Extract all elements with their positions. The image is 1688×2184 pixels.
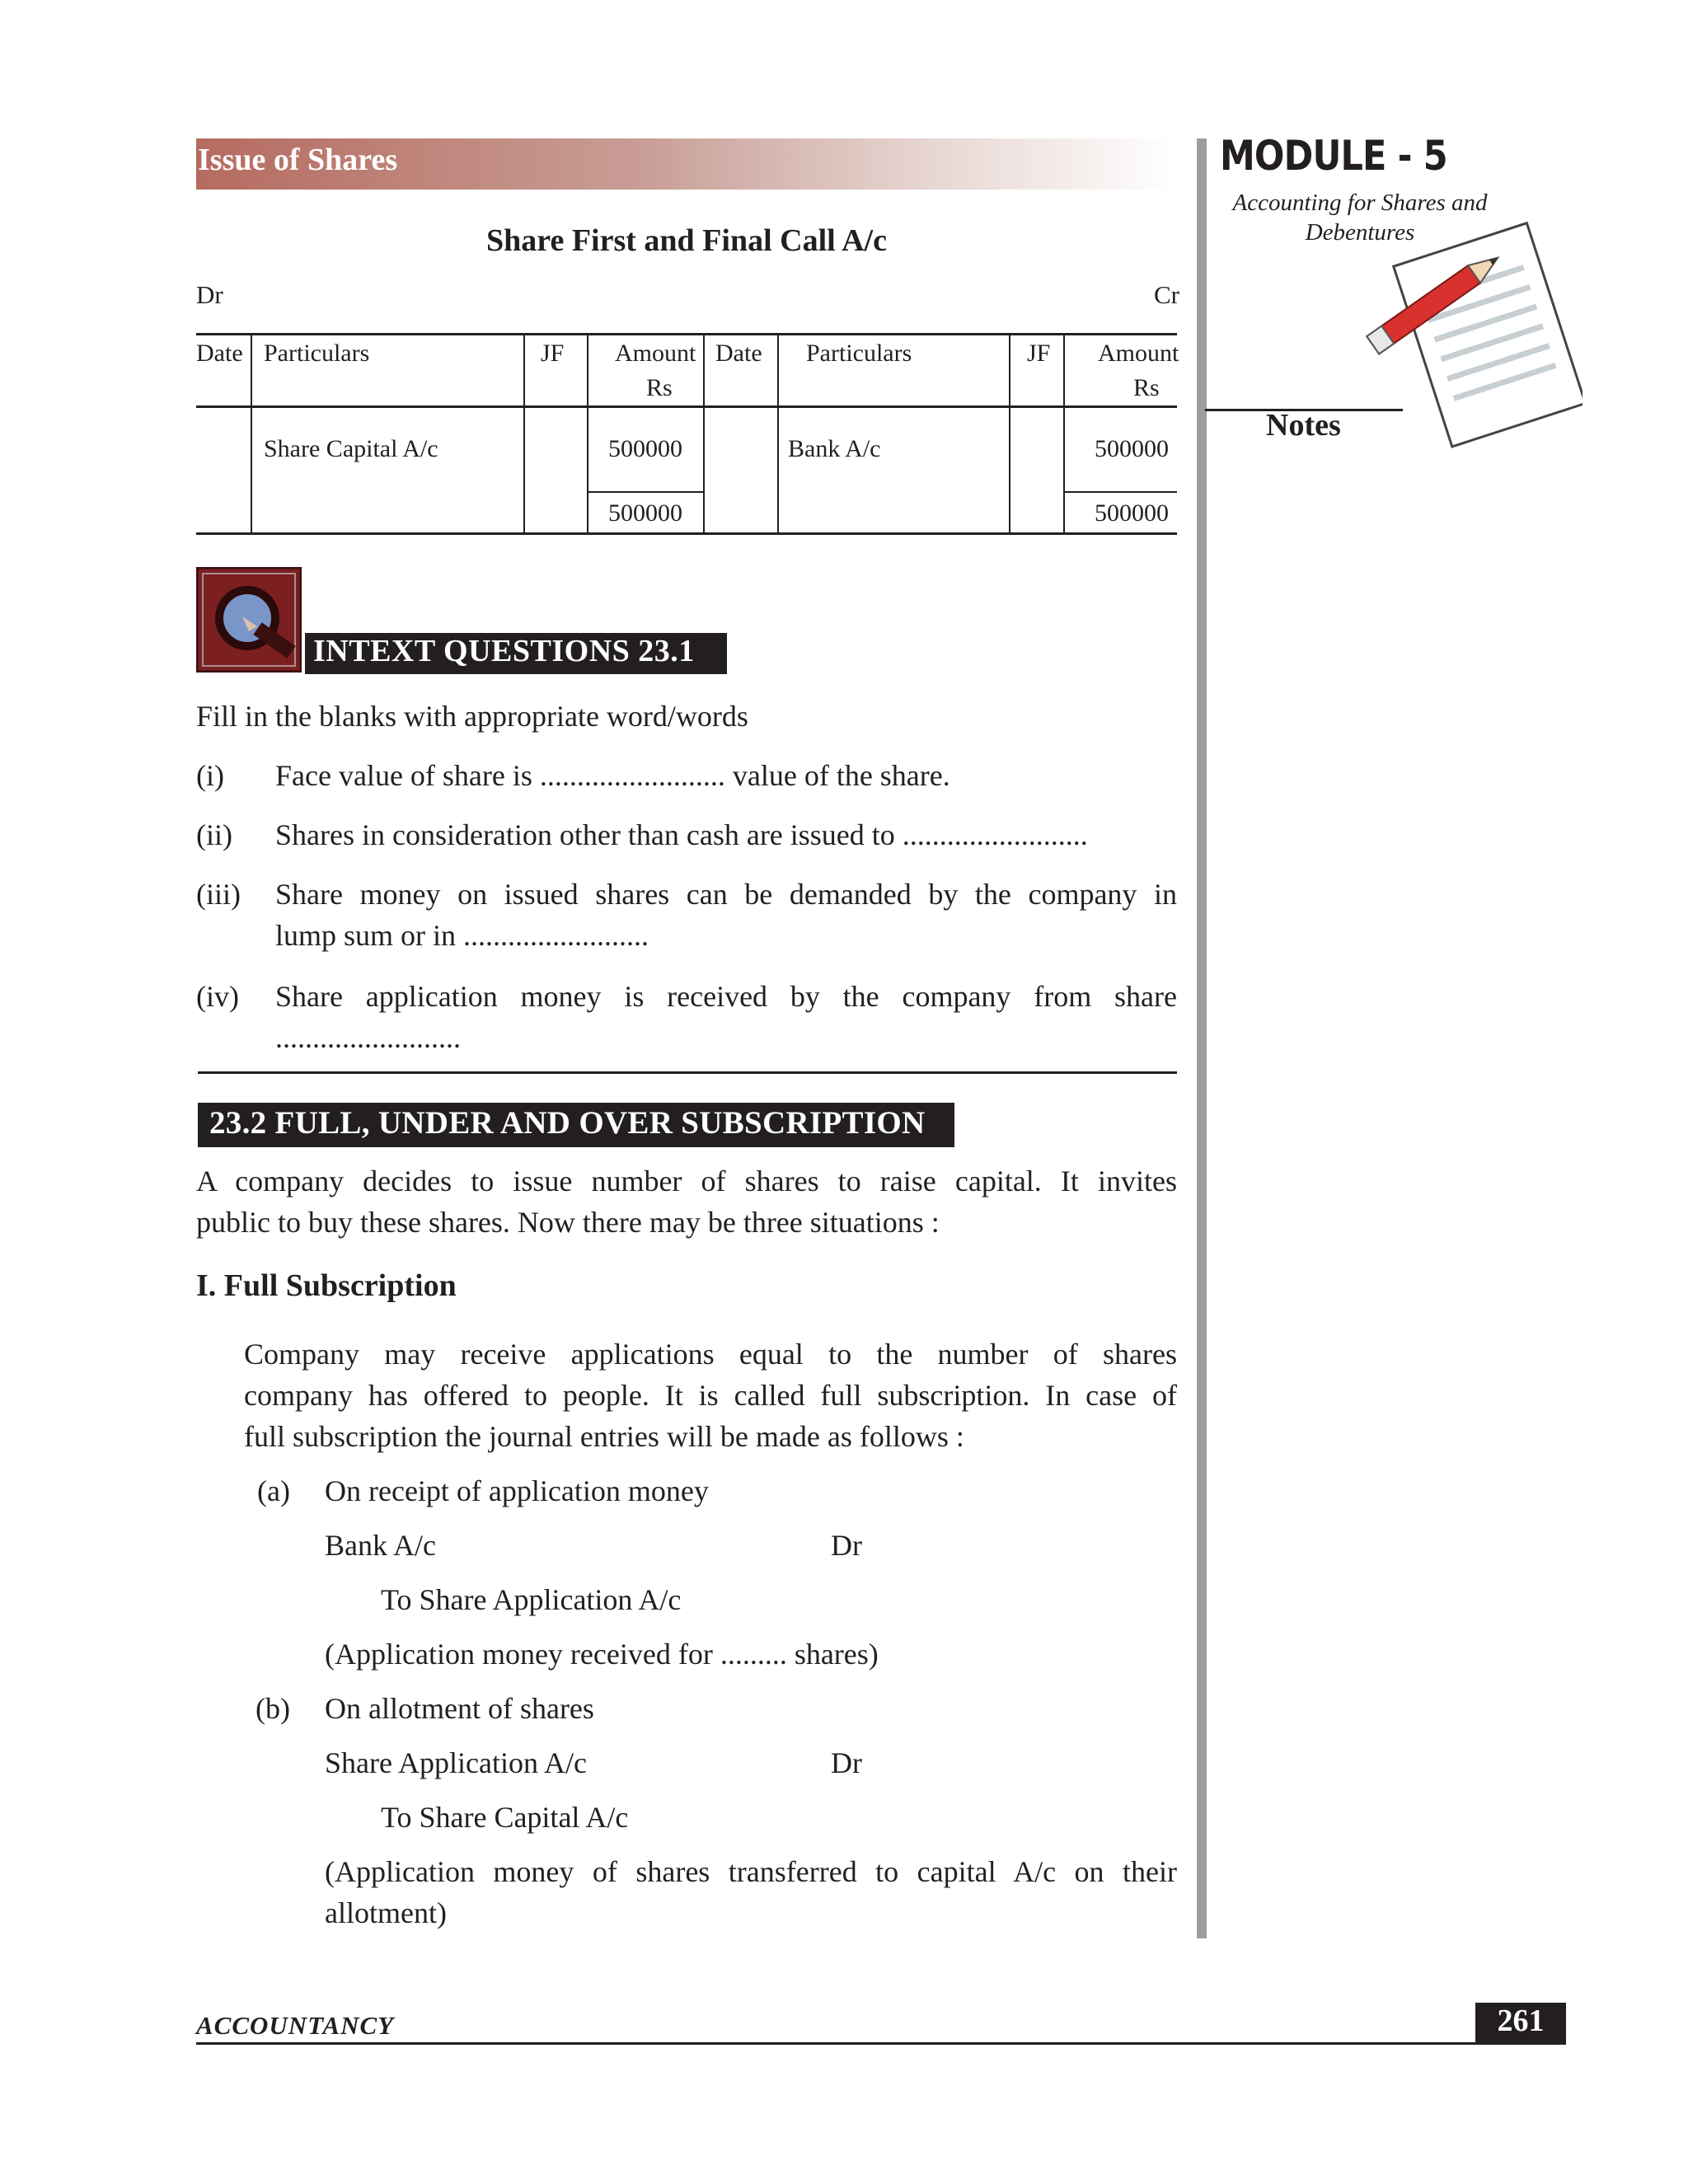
page-number: 261 — [1497, 2004, 1545, 2038]
journal-debit: Share Application A/c — [325, 1746, 587, 1779]
question-text: Shares in consideration other than cash are issued to ......................... — [275, 818, 1088, 851]
journal-narration: (Application money received for ......... shares) — [325, 1638, 879, 1671]
ledger-col-divider — [703, 333, 705, 534]
ledger-col-divider — [523, 333, 525, 534]
question-text: ......................... — [275, 1021, 461, 1054]
question-text: Share money on issued shares can be demanded by the company in — [275, 878, 1177, 911]
ledger-header-amount: Amount — [615, 340, 696, 367]
footer-subject: ACCOUNTANCY — [196, 2011, 395, 2040]
ledger-header-jf: JF — [1027, 340, 1051, 367]
ledger-col-divider — [1063, 333, 1065, 534]
question-number: (iv) — [196, 980, 239, 1013]
ledger-dr-label: Dr — [196, 280, 223, 309]
footer-rule — [196, 2042, 1566, 2045]
journal-dr: Dr — [831, 1746, 862, 1779]
journal-narration: (Application money of shares transferred to capital A/c on their — [325, 1855, 1177, 1888]
section-divider — [198, 1071, 1177, 1074]
ledger-header-particulars: Particulars — [264, 340, 370, 367]
question-q-icon — [196, 567, 302, 673]
ledger-rule — [196, 532, 1177, 535]
paragraph-line: Company may receive applications equal to the number of shares — [244, 1338, 1177, 1371]
ledger-col-divider — [251, 333, 252, 534]
ledger-header-rs: Rs — [1133, 374, 1160, 401]
ledger-header-amount: Amount — [1098, 340, 1179, 367]
question-number: (i) — [196, 759, 224, 792]
module-subtitle-line: Accounting for Shares and — [1232, 190, 1488, 216]
ledger-cr-label: Cr — [1154, 280, 1179, 309]
paragraph-line: company has offered to people. It is called full subscription. In case of — [244, 1379, 1177, 1412]
ledger-credit-amount: 500000 — [1095, 435, 1169, 462]
journal-credit: To Share Capital A/c — [381, 1801, 629, 1834]
ledger-rule — [196, 333, 1177, 335]
chapter-title: Issue of Shares — [198, 143, 398, 177]
entry-label: (a) — [257, 1474, 290, 1507]
notepad-pencil-icon — [1360, 213, 1582, 452]
question-number: (iii) — [196, 878, 241, 911]
ledger-header-date: Date — [196, 340, 243, 367]
intext-instruction: Fill in the blanks with appropriate word/words — [196, 700, 748, 733]
entry-label: (b) — [256, 1692, 290, 1725]
ledger-col-divider — [777, 333, 779, 534]
ledger-subtotal-rule — [1063, 491, 1177, 493]
module-subtitle-line: Debentures — [1305, 219, 1415, 246]
ledger-header-jf: JF — [541, 340, 565, 367]
subheading: I. Full Subscription — [196, 1268, 457, 1303]
ledger-debit-amount: 500000 — [608, 435, 682, 462]
ledger-subtotal-rule — [587, 491, 703, 493]
section-intro: A company decides to issue number of shares to raise capital. It invites — [196, 1165, 1177, 1197]
question-number: (ii) — [196, 818, 232, 851]
ledger-debit-particulars: Share Capital A/c — [264, 435, 438, 462]
paragraph-line: full subscription the journal entries will be made as follows : — [244, 1420, 964, 1453]
ledger-header-particulars: Particulars — [806, 340, 912, 367]
journal-credit: To Share Application A/c — [381, 1583, 682, 1616]
ledger-title: Share First and Final Call A/c — [486, 223, 887, 258]
ledger-header-date: Date — [715, 340, 762, 367]
journal-dr: Dr — [831, 1529, 862, 1562]
ledger-col-divider — [587, 333, 588, 534]
module-title: MODULE - 5 — [1220, 132, 1447, 180]
question-text: Share application money is received by the company from share — [275, 980, 1177, 1013]
section-intro: public to buy these shares. Now there may be three situations : — [196, 1206, 940, 1239]
journal-narration: allotment) — [325, 1896, 447, 1929]
ledger-credit-particulars: Bank A/c — [788, 435, 881, 462]
ledger-col-divider — [1009, 333, 1010, 534]
question-text: Face value of share is ......................... value of the share. — [275, 759, 950, 792]
ledger-header-rs: Rs — [646, 374, 673, 401]
notes-label: Notes — [1266, 408, 1341, 443]
entry-title: On receipt of application money — [325, 1474, 709, 1507]
ledger-debit-total: 500000 — [608, 499, 682, 527]
ledger-table — [196, 333, 1177, 534]
ledger-credit-total: 500000 — [1095, 499, 1169, 527]
ledger-rule — [196, 405, 1177, 408]
intext-title: INTEXT QUESTIONS 23.1 — [313, 634, 695, 668]
section-title: 23.2 FULL, UNDER AND OVER SUBSCRIPTION — [209, 1105, 926, 1141]
journal-debit: Bank A/c — [325, 1529, 436, 1562]
entry-title: On allotment of shares — [325, 1692, 594, 1725]
question-text: lump sum or in ......................... — [275, 919, 649, 952]
